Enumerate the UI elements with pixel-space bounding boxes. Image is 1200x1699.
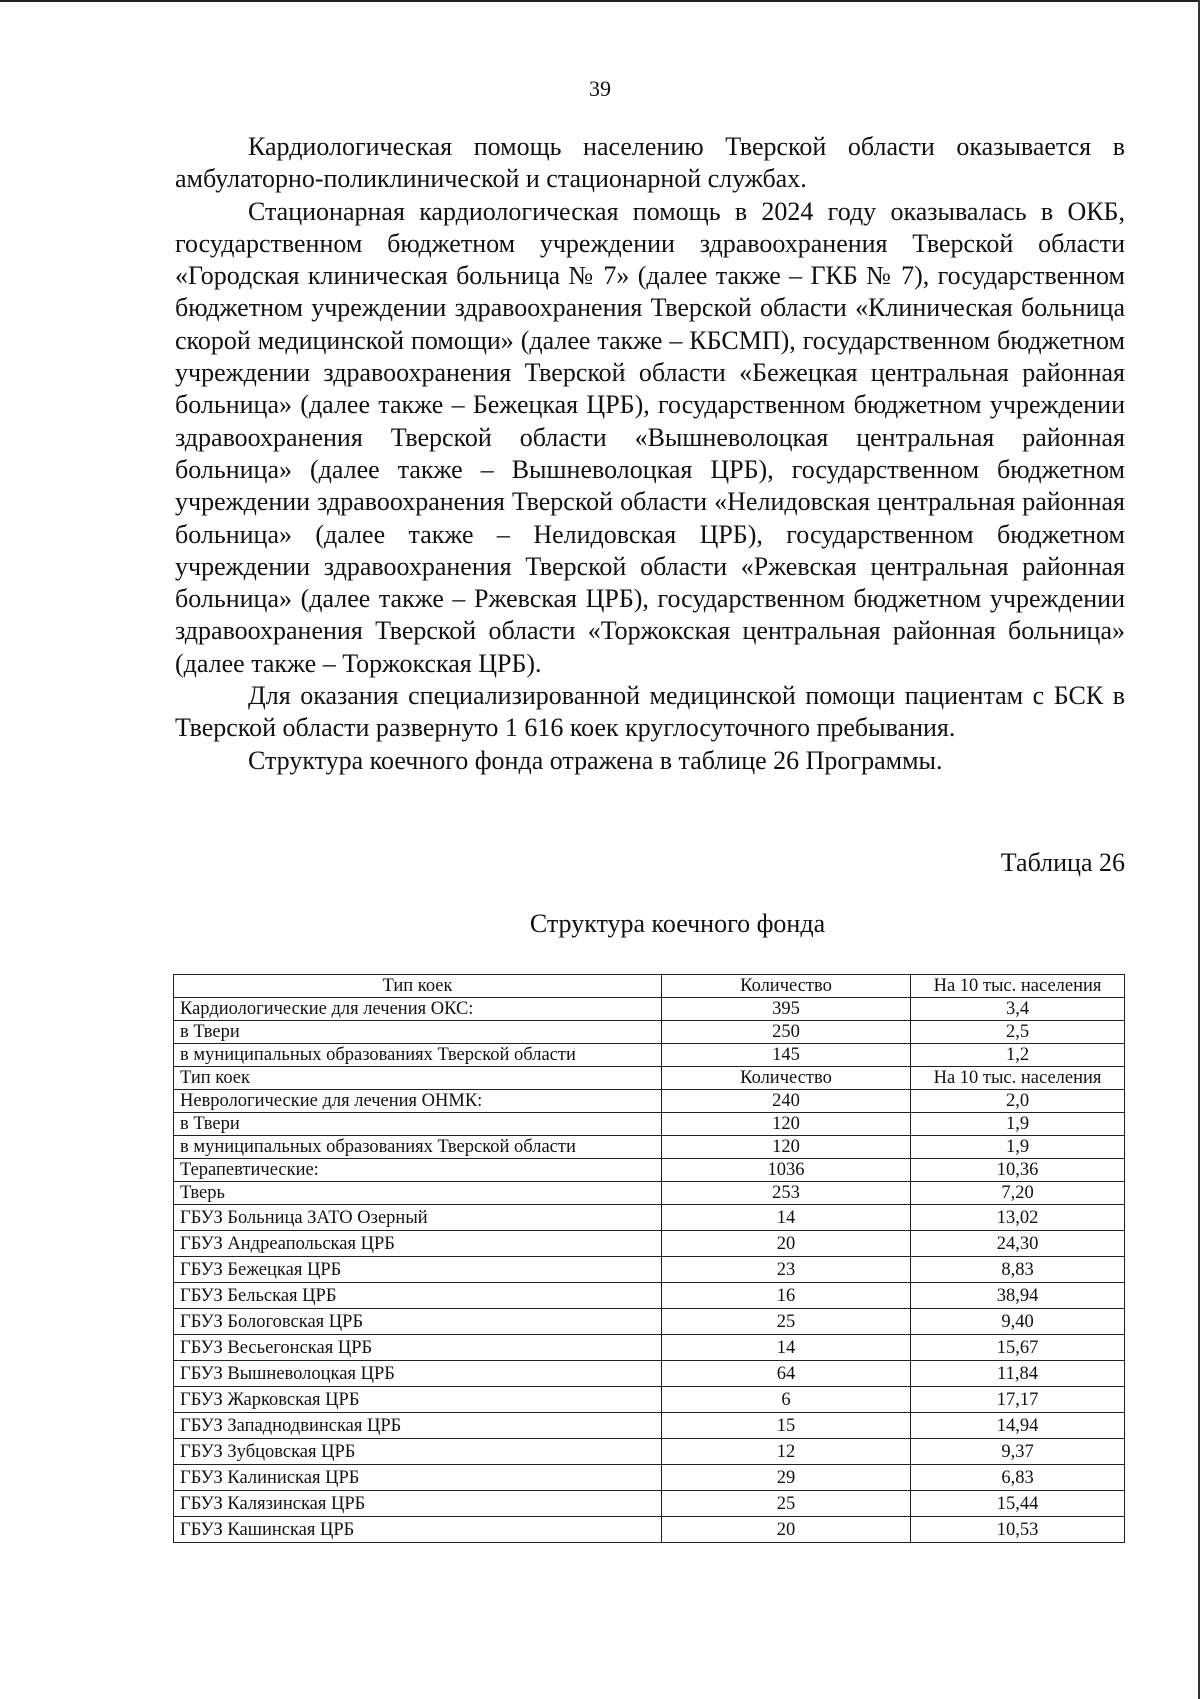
table-cell: ГБУЗ Калязинская ЦРБ [174,1491,662,1517]
table-cell: 38,94 [911,1283,1125,1309]
table-body [174,975,1125,1543]
table-cell: ГБУЗ Весьегонская ЦРБ [174,1335,662,1361]
table-row [174,1257,1125,1283]
table-row [174,1205,1125,1231]
table-subheader-row [174,1067,1125,1090]
paragraph-3: Для оказания специализированной медицинской помощи пациентам с БСК в Тверской области развернуто 1 616 коек круглосуточного пребывания. [175,681,1125,743]
paragraph-1: Кардиологическая помощь населению Тверской области оказывается в амбулаторно-поликлинической и стационарной службах. [175,132,1125,194]
table-cell: ГБУЗ Западнодвинская ЦРБ [174,1413,662,1439]
table-row [174,1387,1125,1413]
table-row [174,1413,1125,1439]
table-row [174,1044,1125,1067]
table-cell: ГБУЗ Вышневолоцкая ЦРБ [174,1361,662,1387]
table-cell: ГБУЗ Зубцовская ЦРБ [174,1439,662,1465]
table-cell: 14 [662,1335,911,1361]
table-cell: 20 [662,1231,911,1257]
table-cell: 1036 [662,1159,911,1182]
table-cell: 1,2 [911,1044,1125,1067]
table-cell: 145 [662,1044,911,1067]
table-cell: Тип коек [174,975,662,998]
table-cell: 14 [662,1205,911,1231]
table-cell: в муниципальных образованиях Тверской области [174,1044,662,1067]
page-number: 39 [589,76,611,101]
table-header-row [174,975,1125,998]
table-cell: ГБУЗ Андреапольская ЦРБ [174,1231,662,1257]
table-cell: 20 [662,1517,911,1543]
table-cell: ГБУЗ Бежецкая ЦРБ [174,1257,662,1283]
table-row [174,1090,1125,1113]
table-cell: 120 [662,1136,911,1159]
table-cell: Тип коек [174,1067,662,1090]
table-cell: 64 [662,1361,911,1387]
table-cell: 2,0 [911,1090,1125,1113]
table-cell: 25 [662,1491,911,1517]
bed-fund-table [173,974,1125,1543]
table-cell: 17,17 [911,1387,1125,1413]
table-cell: 2,5 [911,1021,1125,1044]
table-cell: 15,67 [911,1335,1125,1361]
table-row [174,1517,1125,1543]
table-row [174,1439,1125,1465]
table-cell: 1,9 [911,1113,1125,1136]
table-cell: 16 [662,1283,911,1309]
table-cell: 23 [662,1257,911,1283]
body-text [175,131,1125,777]
table-cell: в муниципальных образованиях Тверской области [174,1136,662,1159]
table-cell: 25 [662,1309,911,1335]
table-row [174,1182,1125,1205]
table-cell: 6,83 [911,1465,1125,1491]
table-cell: Терапевтические: [174,1159,662,1182]
table-cell: 3,4 [911,998,1125,1021]
table-cell: 1,9 [911,1136,1125,1159]
table-cell: Количество [662,1067,911,1090]
table-cell: 12 [662,1439,911,1465]
table-row [174,1491,1125,1517]
table-cell: ГБУЗ Калиниская ЦРБ [174,1465,662,1491]
table-cell: Неврологические для лечения ОНМК: [174,1090,662,1113]
table-row [174,998,1125,1021]
table-cell: 395 [662,998,911,1021]
table-cell: 10,36 [911,1159,1125,1182]
table-cell: в Твери [174,1113,662,1136]
table-cell: 120 [662,1113,911,1136]
table-cell: 13,02 [911,1205,1125,1231]
table-cell: 8,83 [911,1257,1125,1283]
table-cell: На 10 тыс. населения [911,975,1125,998]
table-row [174,1136,1125,1159]
table-cell: 7,20 [911,1182,1125,1205]
table-cell: Тверь [174,1182,662,1205]
top-border-line [0,0,1200,2]
table-label: Таблица 26 [1000,848,1125,877]
table-row [174,1231,1125,1257]
table-row [174,1465,1125,1491]
table-row [174,1283,1125,1309]
paragraph-4: Структура коечного фонда отражена в таблице 26 Программы. [248,745,943,775]
table-cell: 15 [662,1413,911,1439]
table-cell: ГБУЗ Бельская ЦРБ [174,1283,662,1309]
table-cell: 253 [662,1182,911,1205]
table-cell: ГБУЗ Кашинская ЦРБ [174,1517,662,1543]
table-cell: 10,53 [911,1517,1125,1543]
table-cell: ГБУЗ Больница ЗАТО Озерный [174,1205,662,1231]
table-cell: ГБУЗ Жарковская ЦРБ [174,1387,662,1413]
table-caption: Структура коечного фонда [529,909,826,938]
table-cell: Кардиологические для лечения ОКС: [174,998,662,1021]
table-row [174,1335,1125,1361]
table-row [174,1361,1125,1387]
table-cell: 9,37 [911,1439,1125,1465]
table-cell: 24,30 [911,1231,1125,1257]
table-cell: 240 [662,1090,911,1113]
table-row [174,1309,1125,1335]
table-row [174,1159,1125,1182]
table-cell: 250 [662,1021,911,1044]
table-cell: 9,40 [911,1309,1125,1335]
paragraph-2: Стационарная кардиологическая помощь в 2024 году оказывалась в ОКБ, государственном бюджетном учреждении здравоохранения Тверской области «Городская клиническая больница № 7» (далее также – ГКБ № 7), государственном бюджетном учреждении здравоохранения Тверской области «Клиническая больница скорой медицинской помощи» (далее также – КБСМП), государственном бюджетном учреждении здравоохранения Тверской области «Бежецкая центральная районная больница» (далее также – Бежецкая ЦРБ), государственном бюджетном учреждении здравоохранения Тверской области «Вышневолоцкая центральная районная больница» (далее также – Вышневолоцкая ЦРБ), государственном бюджетном учреждении здравоохранения Тверской области «Нелидовская центральная районная больница» (далее также – Нелидовская ЦРБ), государственном бюджетном учреждении здравоохранения Тверской области «Ржевская центральная районная больница» (далее также – Ржевская ЦРБ), государственном бюджетном учреждении здравоохранения Тверской области «Торжокская центральная районная больница» (далее также – Торжокская ЦРБ). [175,196,1125,678]
table-cell: 14,94 [911,1413,1125,1439]
table-row [174,1021,1125,1044]
table-cell: 29 [662,1465,911,1491]
table-cell: ГБУЗ Бологовская ЦРБ [174,1309,662,1335]
table-cell: На 10 тыс. населения [911,1067,1125,1090]
table-cell: 6 [662,1387,911,1413]
table-cell: в Твери [174,1021,662,1044]
table-cell: Количество [662,975,911,998]
table-cell: 11,84 [911,1361,1125,1387]
table-cell: 15,44 [911,1491,1125,1517]
table-row [174,1113,1125,1136]
